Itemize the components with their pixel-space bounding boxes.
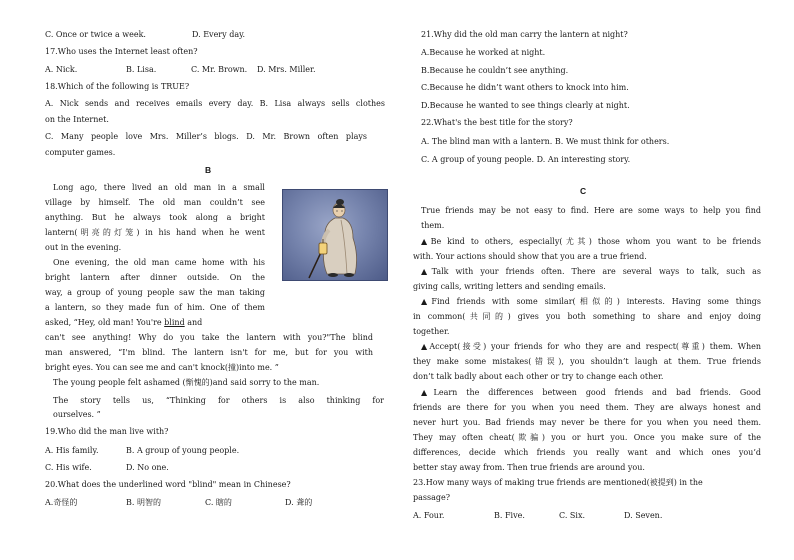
question-21: 21.Why did the old man carry the lantern at night?	[421, 30, 628, 39]
question-23: 23.How many ways of making true friends are mentioned(被提到) in the	[413, 478, 703, 487]
q20-option-b: B. 明智的	[126, 498, 161, 507]
passage-b-line: out in the evening.	[45, 243, 122, 252]
q21-option-c: C.Because he didn’t want others to knock into him.	[421, 83, 629, 92]
passage-b-line: Long ago, there lived an old man in a small	[53, 183, 265, 192]
q22-options-ab: A. The blind man with a lantern. B. We must think for others.	[421, 137, 670, 146]
q17-option-a: A. Nick.	[45, 65, 78, 74]
passage-b-line: One evening, the old man came home with his	[53, 258, 265, 267]
q21-option-a: A.Because he worked at night.	[421, 48, 546, 57]
q21-option-d: D.Because he wanted to see things clearly at night.	[421, 101, 630, 110]
passage-c-line: ▲Be kind to others, especially(尤其) those whom you want to be friends	[421, 237, 761, 246]
passage-c-line: True friends may be not easy to find. Here are some ways to help you find	[421, 206, 761, 215]
question-18: 18.Which of the following is TRUE?	[45, 82, 190, 91]
q23-option-b: B. Five.	[494, 511, 525, 520]
passage-b-line: The young people felt ashamed (惭愧的)and said sorry to the man.	[53, 378, 320, 387]
passage-b-line: anything. But he always took along a bright	[45, 213, 265, 222]
passage-b-line: The story tells us, “Thinking for others is also thinking for	[53, 396, 384, 405]
q18-options-line-4: computer games.	[45, 148, 116, 157]
question-17: 17.Who uses the Internet least often?	[45, 47, 198, 56]
passage-c-line: don’t talk badly about each other or try to change each other.	[413, 372, 664, 381]
passage-b-line: can't see anything! Why do you take the lantern with you?"The blind	[45, 333, 373, 342]
q16-option-d: D. Every day.	[192, 30, 246, 39]
blind-man-figure	[283, 190, 387, 280]
section-c-heading: C	[580, 186, 587, 196]
passage-c-line: ▲Talk with your friends often. There are several ways to talk, such as	[421, 267, 761, 276]
passage-b-line: way, a group of young people saw the man taking	[45, 288, 265, 297]
passage-b-line: a lantern, so they made fun of him. One of them	[45, 303, 265, 312]
passage-c-line: with. Your actions should show that you are a true friend.	[413, 252, 647, 261]
q19-option-a: A. His family.	[45, 446, 99, 455]
passage-c-line: differences, decide which friends you really want and which ones you’d	[413, 448, 761, 457]
q20-option-a: A.奇怪的	[45, 498, 78, 507]
q23-option-c: C. Six.	[559, 511, 586, 520]
q19-option-b: B. A group of young people.	[126, 446, 240, 455]
q21-option-b: B.Because he couldn’t see anything.	[421, 66, 569, 75]
passage-b-line: lantern(明亮的灯笼) in his hand when he went	[45, 228, 265, 237]
passage-c-line: them.	[421, 221, 445, 230]
passage-c-line: better stay away from. Then true friends are around you.	[413, 463, 645, 472]
question-23-cont: passage?	[413, 493, 451, 502]
passage-b-line: ourselves. ”	[53, 410, 101, 419]
q17-option-d: D. Mrs. Miller.	[257, 65, 316, 74]
blind-man-lantern-illustration	[282, 189, 388, 281]
passage-c-line: giving calls, writing letters and sending emails.	[413, 282, 606, 291]
passage-c-line: ▲Learn the differences between good friends and bad friends. Good	[421, 388, 761, 397]
q17-option-c: C. Mr. Brown.	[191, 65, 248, 74]
passage-b-line: asked, “Hey, old man! You're blind and	[45, 318, 203, 327]
q22-options-cd: C. A group of young people. D. An interesting story.	[421, 155, 631, 164]
q23-option-d: D. Seven.	[624, 511, 663, 520]
q16-option-c: C. Once or twice a week.	[45, 30, 146, 39]
q19-option-c: C. His wife.	[45, 463, 92, 472]
passage-c-line: friends are there for you when you need them. They are always honest and	[413, 403, 761, 412]
q18-options-line-3: C. Many people love Mrs. Miller’s blogs. D. Mr. Brown often plays	[45, 132, 367, 141]
passage-c-line: ▲Find friends with some similar(相似的) interests. Having some things	[421, 297, 761, 306]
q20-option-d: D. 聋的	[285, 498, 313, 507]
question-22: 22.What's the best title for the story?	[421, 118, 573, 127]
passage-c-line: ▲Accept(接受) your friends for who they are and respect(尊重) them. When	[421, 342, 761, 351]
q19-option-d: D. No one.	[126, 463, 169, 472]
q18-options-line-1: A. Nick sends and receives emails every day. B. Lisa always sells clothes	[45, 99, 385, 108]
q18-options-line-2: on the Internet.	[45, 115, 109, 124]
passage-b-line: bright eyes. You can see me and can't knock(撞)into me. ”	[45, 363, 279, 372]
passage-c-line: they make some mistakes(错误), you shouldn’t laugh at them. True friends	[413, 357, 761, 366]
passage-b-line: man answered, “I'm blind. The lantern isn't for me, but for you with	[45, 348, 373, 357]
question-19: 19.Who did the man live with?	[45, 427, 169, 436]
passage-c-line: together.	[413, 327, 450, 336]
q20-option-c: C. 瞎的	[205, 498, 232, 507]
underlined-word-blind: blind	[164, 318, 185, 327]
passage-b-line: village by himself. The old man couldn’t see	[45, 198, 265, 207]
passage-c-line: never hurt you. Bad friends may never be there for you when you need them.	[413, 418, 761, 427]
passage-c-line: in common(共同的) gives you both something to share and enjoy doing	[413, 312, 761, 321]
section-b-heading: B	[205, 165, 212, 175]
question-20: 20.What does the underlined word "blind" mean in Chinese?	[45, 480, 291, 489]
q17-option-b: B. Lisa.	[126, 65, 157, 74]
passage-c-line: They may often cheat(欺骗) you or hurt you. Once you make sure of the	[413, 433, 761, 442]
passage-b-line: bright lantern after dinner outside. On the	[45, 273, 265, 282]
q23-option-a: A. Four.	[413, 511, 445, 520]
